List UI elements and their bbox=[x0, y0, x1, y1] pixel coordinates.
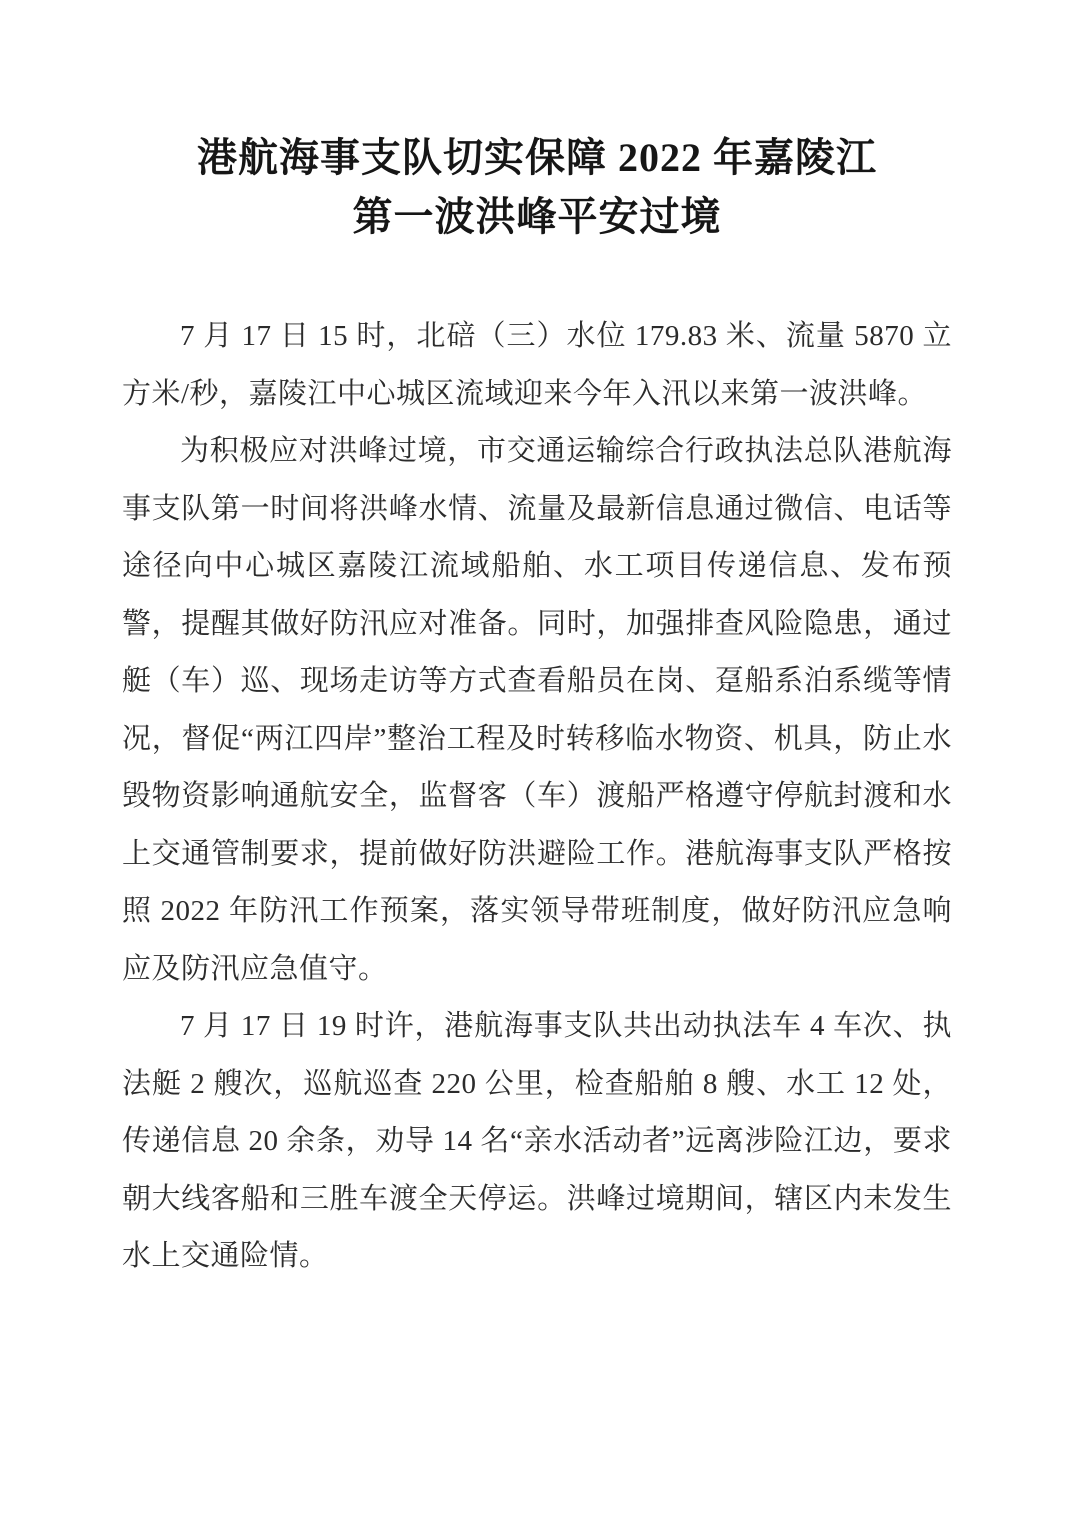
paragraph-enforcement-statistics: 7 月 17 日 19 时许，港航海事支队共出动执法车 4 车次、执法艇 2 艘次，巡航巡查 220 公里，检查船舶 8 艘、水工 12 处，传递信息 20 余条，劝导 14 名“亲水活动者”远离涉险江边，要求朝大线客船和三胜车渡全天停运。洪峰过境期间，辖区内未发生水上交通险情。 bbox=[122, 1010, 952, 1272]
paragraph-flood-peak-arrival: 7 月 17 日 15 时，北碚（三）水位 179.83 米、流量 5870 立方米/秒，嘉陵江中心城区流域迎来今年入汛以来第一波洪峰。 bbox=[122, 320, 952, 410]
document-title-line-1: 港航海事支队切实保障 2022 年嘉陵江 bbox=[197, 135, 877, 180]
document-title bbox=[122, 128, 952, 246]
paragraph-response-measures: 为积极应对洪峰过境，市交通运输综合行政执法总队港航海事支队第一时间将洪峰水情、流量及最新信息通过微信、电话等途径向中心城区嘉陵江流域船舶、水工项目传递信息、发布预警，提醒其做好防汛应对准备。同时，加强排查风险隐患，通过艇（车）巡、现场走访等方式查看船员在岗、趸船系泊系缆等情况，督促“两江四岸”整治工程及时转移临水物资、机具，防止水毁物资影响通航安全，监督客（车）渡船严格遵守停航封渡和水上交通管制要求，提前做好防洪避险工作。港航海事支队严格按照 2022 年防汛工作预案，落实领导带班制度，做好防汛应急响应及防汛应急值守。 bbox=[122, 435, 952, 985]
document-title-line-2: 第一波洪峰平安过境 bbox=[352, 194, 722, 239]
document-body bbox=[122, 308, 952, 1286]
